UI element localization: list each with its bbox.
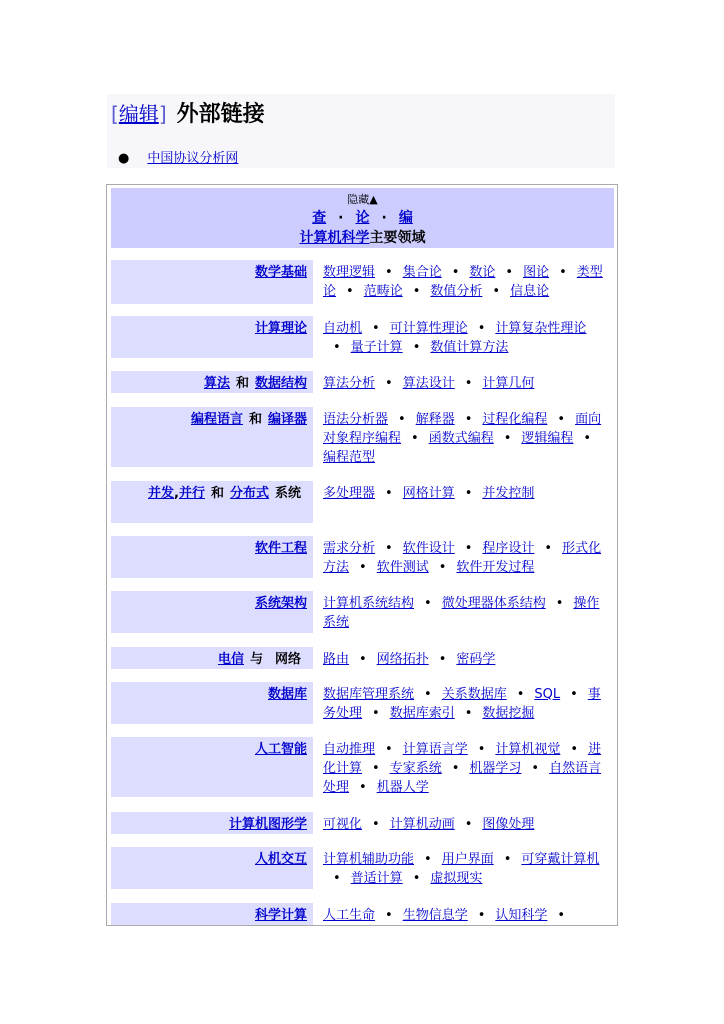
navbox-title-text: 主要领域 (369, 230, 426, 246)
navbox-item-link[interactable]: 算法分析 (323, 376, 376, 391)
separator: • (346, 284, 354, 299)
separator: • (451, 761, 460, 776)
navbox-item-link[interactable]: 数值分析 (430, 284, 483, 299)
navbox-item-link[interactable]: 计算几何 (482, 376, 535, 391)
navbox-item-link[interactable]: 图论 (523, 265, 550, 280)
separator: • (505, 265, 514, 280)
navbox-item-link[interactable]: 图像处理 (482, 817, 535, 832)
group-link[interactable]: 并行 (178, 486, 205, 501)
navbox-list (323, 903, 611, 925)
separator: • (531, 761, 540, 776)
separator: • (464, 541, 473, 556)
navbox-item-link[interactable]: 用户界面 (441, 852, 494, 867)
edit-template-link[interactable]: 编 (398, 210, 413, 226)
separator: • (438, 652, 447, 667)
navbox-item-link[interactable]: 机器人学 (376, 780, 429, 795)
group-link[interactable]: 算法 (203, 376, 230, 391)
separator: • (477, 742, 486, 757)
separator: • (583, 431, 592, 446)
vte-links (111, 209, 614, 227)
separator: • (464, 486, 473, 501)
navbox-item-link[interactable]: 计算机动画 (389, 817, 455, 832)
navbox-item-link[interactable]: 认知科学 (495, 908, 548, 923)
navbox-item-link[interactable]: 解释器 (415, 412, 455, 427)
navbox-group-label (111, 737, 313, 797)
navbox-item-link[interactable]: 软件开发过程 (456, 560, 535, 575)
navbox-item-link[interactable]: 多处理器 (323, 486, 376, 501)
navbox-item-link[interactable]: 专家系统 (389, 761, 442, 776)
separator: • (516, 687, 525, 702)
hide-toggle[interactable] (111, 193, 614, 207)
separator: • (544, 541, 553, 556)
navbox-group-label (111, 903, 313, 926)
navbox-group-label (111, 591, 313, 633)
navbox-item-link[interactable]: 计算复杂性理论 (495, 321, 587, 336)
navbox-group-label (111, 647, 313, 669)
group-text: 和 (210, 486, 224, 501)
separator: • (398, 412, 406, 427)
separator: • (372, 706, 380, 721)
talk-link[interactable]: 论 (355, 210, 370, 226)
separator: • (412, 284, 421, 299)
navbox-list (323, 647, 611, 669)
navbox-title (111, 229, 614, 247)
navbox-list (323, 316, 611, 357)
navbox-list (323, 260, 611, 301)
group-text: 和 (248, 412, 262, 427)
navbox-item-link[interactable]: 软件设计 (402, 541, 455, 556)
separator: • (359, 780, 367, 795)
separator: • (464, 376, 473, 391)
group-text: , (173, 486, 179, 501)
separator: • (492, 284, 501, 299)
navbox-item-link[interactable]: 自动推理 (323, 742, 376, 757)
separator: • (385, 376, 393, 391)
navbox-item-link[interactable]: 人工生命 (323, 908, 376, 923)
separator: • (372, 817, 380, 832)
group-link[interactable]: 计算机图形学 (228, 817, 307, 832)
navbox-item-link[interactable]: 路由 (323, 652, 350, 667)
bullet-icon: ● (118, 151, 130, 166)
navbox-item-link[interactable]: 网格计算 (402, 486, 455, 501)
navbox-item-link[interactable]: 数值计算方法 (430, 340, 509, 355)
separator: • (424, 596, 432, 611)
navbox-title-link[interactable]: 计算机科学 (299, 230, 370, 246)
separator: • (333, 871, 341, 886)
separator: • (359, 652, 367, 667)
navbox-list (323, 847, 611, 888)
navbox-list (323, 481, 611, 503)
group-link[interactable]: 数据结构 (254, 376, 307, 391)
navbox-item-link[interactable]: 编程范型 (323, 450, 376, 465)
group-text: 和 (235, 376, 249, 391)
navbox-item-link[interactable]: 过程化编程 (482, 412, 548, 427)
group-link[interactable]: 编译器 (267, 412, 307, 427)
navbox-item-link[interactable]: 自动机 (323, 321, 363, 336)
separator: • (477, 908, 486, 923)
navbox-group-label (111, 847, 313, 889)
separator: • (412, 871, 421, 886)
navbox-item-link[interactable]: 形式化方法 (323, 541, 602, 575)
navbox-item-link[interactable]: 生物信息学 (402, 908, 468, 923)
navbox-item-link[interactable]: 可视化 (323, 817, 363, 832)
navbox-list (323, 682, 611, 723)
navbox-list (323, 407, 611, 467)
navbox-header (111, 188, 614, 248)
separator: • (557, 412, 566, 427)
navbox-item-link[interactable]: 语法分析器 (323, 412, 389, 427)
navbox-item-link[interactable]: 密码学 (456, 652, 496, 667)
navbox-item-link[interactable]: 并发控制 (482, 486, 535, 501)
group-text: 网络 (274, 652, 301, 667)
group-link[interactable]: 计算理论 (254, 321, 307, 336)
separator: • (555, 596, 564, 611)
navbox-item-link[interactable]: 网络拓扑 (376, 652, 429, 667)
separator: • (438, 560, 447, 575)
separator: • (385, 486, 393, 501)
navbox-item-link[interactable]: 面向对象程序编程 (323, 412, 602, 446)
separator: • (333, 340, 341, 355)
navbox-item-link[interactable]: 数理逻辑 (323, 265, 376, 280)
separator: • (464, 706, 473, 721)
navbox-item-link[interactable]: 进化计算 (323, 742, 602, 776)
separator: · (338, 210, 344, 226)
separator: • (385, 265, 393, 280)
external-link-item (118, 150, 238, 168)
navbox-group-label (111, 812, 313, 834)
separator: · (381, 210, 387, 226)
group-link[interactable]: 人机交互 (254, 852, 307, 867)
navbox-item-link[interactable]: 虚拟现实 (430, 871, 483, 886)
navbox-item-link[interactable]: 集合论 (402, 265, 442, 280)
separator: • (372, 761, 380, 776)
edit-bracket-close: ] (158, 102, 167, 126)
separator: • (411, 431, 419, 446)
navbox-group-label (111, 316, 313, 358)
separator: • (559, 265, 567, 280)
separator: • (464, 817, 473, 832)
separator: • (503, 431, 512, 446)
group-link[interactable]: 人工智能 (254, 742, 307, 757)
navbox-item-link[interactable]: 机器学习 (469, 761, 522, 776)
separator: • (424, 852, 432, 867)
separator: • (412, 340, 421, 355)
navbox-group-label (111, 407, 313, 467)
navbox-item-link[interactable]: 数据库索引 (389, 706, 455, 721)
separator: • (570, 742, 579, 757)
hide-toggle-label: 隐藏▲ (347, 193, 378, 206)
navbox-item-link[interactable]: 操作系统 (323, 596, 600, 630)
separator: • (557, 908, 566, 923)
separator: • (359, 560, 367, 575)
navbox-item-link[interactable]: 可穿戴计算机 (521, 852, 600, 867)
group-link[interactable]: 分布式 (229, 486, 269, 501)
navbox-item-link[interactable]: SQL (534, 687, 561, 702)
separator: • (451, 265, 460, 280)
navbox-item-link[interactable]: 微处理器体系结构 (441, 596, 546, 611)
edit-bracket-open: [ (111, 102, 119, 126)
separator: • (372, 321, 380, 336)
navbox-list (323, 737, 611, 797)
navbox-item-link[interactable]: 计算机辅助功能 (323, 852, 415, 867)
navbox-item-link[interactable]: 关系数据库 (441, 687, 507, 702)
group-link[interactable]: 数据库 (267, 687, 307, 702)
navbox-item-link[interactable]: 程序设计 (482, 541, 535, 556)
edit-link[interactable]: 编辑 (118, 102, 159, 126)
navbox-list (323, 812, 611, 834)
navbox-item-link[interactable]: 类型论 (323, 265, 603, 299)
group-link[interactable]: 软件工程 (254, 541, 307, 556)
navbox-item-link[interactable]: 计算机系统结构 (323, 596, 415, 611)
navbox (106, 184, 618, 926)
group-link[interactable]: 系统架构 (254, 596, 307, 611)
navbox-item-link[interactable]: 普适计算 (350, 871, 403, 886)
separator: • (424, 687, 432, 702)
group-text: 与 (249, 652, 263, 667)
navbox-item-link[interactable]: 软件测试 (376, 560, 429, 575)
navbox-group-label (111, 682, 313, 724)
navbox-item-link[interactable]: 数据挖掘 (482, 706, 535, 721)
navbox-item-link[interactable]: 计算机视觉 (495, 742, 561, 757)
navbox-item-link[interactable]: 信息论 (510, 284, 550, 299)
separator: • (570, 687, 578, 702)
separator: • (385, 908, 393, 923)
navbox-item-link[interactable]: 数据库管理系统 (323, 687, 415, 702)
group-link[interactable]: 编程语言 (190, 412, 243, 427)
separator: • (385, 541, 393, 556)
separator: • (464, 412, 473, 427)
navbox-item-link[interactable]: 逻辑编程 (521, 431, 574, 446)
navbox-group-label (111, 260, 313, 304)
navbox-item-link[interactable]: 函数式编程 (428, 431, 494, 446)
navbox-list (323, 536, 611, 577)
navbox-item-link[interactable]: 量子计算 (350, 340, 403, 355)
separator: • (503, 852, 512, 867)
navbox-list (323, 591, 611, 632)
group-link[interactable]: 并发 (147, 486, 174, 501)
navbox-item-link[interactable]: 需求分析 (323, 541, 376, 556)
navbox-list (323, 371, 611, 393)
group-link[interactable]: 电信 (217, 652, 244, 667)
navbox-item-link[interactable]: 可计算性理论 (389, 321, 468, 336)
view-link[interactable]: 查 (312, 210, 327, 226)
navbox-item-link[interactable]: 事务处理 (323, 687, 601, 721)
navbox-item-link[interactable]: 范畴论 (363, 284, 403, 299)
group-text: 系统 (274, 486, 301, 501)
separator: • (477, 321, 486, 336)
section-title: 外部链接 (176, 102, 265, 127)
navbox-item-link[interactable]: 自然语言处理 (323, 761, 602, 795)
section-heading (111, 101, 265, 128)
external-link[interactable]: 中国协议分析网 (147, 151, 239, 166)
navbox-group-label (111, 536, 313, 578)
navbox-item-link[interactable]: 计算语言学 (402, 742, 468, 757)
navbox-item-link[interactable]: 算法设计 (402, 376, 455, 391)
group-link[interactable]: 科学计算 (254, 908, 307, 923)
navbox-group-label (111, 481, 313, 523)
group-link[interactable]: 数学基础 (254, 265, 307, 280)
separator: • (385, 742, 393, 757)
navbox-group-label (111, 371, 313, 393)
navbox-item-link[interactable]: 数论 (469, 265, 496, 280)
